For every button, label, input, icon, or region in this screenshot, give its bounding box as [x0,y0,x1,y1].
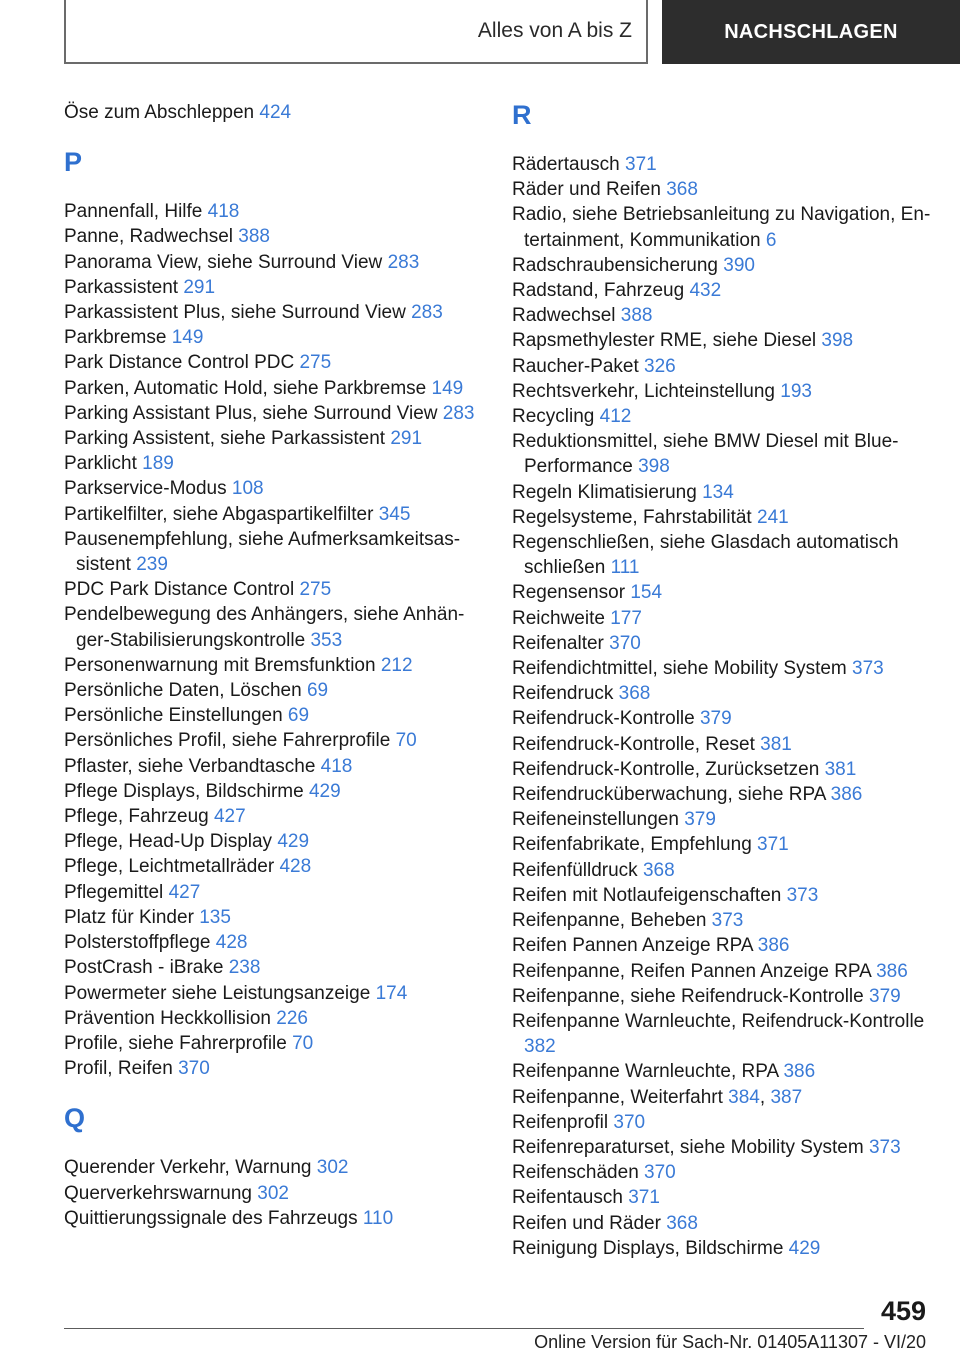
page-reference-link[interactable]: 382 [524,1036,556,1058]
index-entry-term: Parklicht [64,453,137,475]
index-entry [64,250,484,275]
index-entry [512,883,932,908]
page-reference-link[interactable]: 302 [316,1157,349,1179]
index-entry [512,480,932,505]
index-entry [64,754,484,779]
index-entry-term: Pflegemittel [64,881,164,903]
index-entry-term: Raucher-Paket [512,355,639,377]
index-entry-term: Reifenreparaturset, siehe Mobility System [512,1136,864,1158]
index-entry [512,328,932,353]
index-entry [512,1059,932,1084]
page-reference-link[interactable]: 412 [599,406,632,428]
page-reference-link[interactable]: 429 [788,1237,821,1259]
index-entry-term: Reifenpanne Warnleuchte, Reifendruck-Kontrolle [512,1010,925,1032]
page-reference-link[interactable]: 275 [299,352,332,374]
index-letter-heading: R [512,100,532,130]
page-reference-link[interactable]: 427 [168,881,201,903]
page-reference-link[interactable]: 387 [770,1086,803,1108]
index-entry [512,278,932,303]
index-entry-term: Reifeneinstellungen [512,809,679,831]
index-entry-term: Powermeter siehe Leistungsanzeige [64,982,371,1004]
index-entry-term: Pflege, Fahrzeug [64,806,209,828]
index-entry [64,199,484,224]
index-entry-term: Regeln Klimatisierung [512,481,697,503]
index-entry [64,854,484,879]
index-entry-term: Pflege Displays, Bildschirme [64,780,304,802]
index-entry-term: Quittierungssignale des Fahrzeugs [64,1207,358,1229]
index-entry [512,379,932,404]
page-reference-link[interactable]: 283 [411,302,443,324]
index-entry-term: Reifenfabrikate, Empfehlung [512,834,752,856]
page-reference-link[interactable]: 345 [378,503,411,525]
page-reference-link[interactable]: 418 [207,201,240,223]
page-reference-link[interactable]: 398 [821,330,854,352]
index-entry [64,376,484,401]
index-entry [512,253,932,278]
index-entry-term: Reifenfülldruck [512,859,638,881]
index-entry-term: Platz für Kinder [64,906,194,928]
index-entry-term: Partikelfilter, siehe Abgaspartikelfilter [64,503,374,525]
page-reference-link[interactable]: 368 [618,683,651,705]
index-entry-term: Reifenpanne, Beheben [512,910,707,932]
index-entry-term: Parking Assistant Plus, siehe Surround View [64,402,438,424]
page-reference-link[interactable]: 424 [259,102,292,123]
page-reference-link[interactable]: 283 [387,251,420,273]
page-reference-link[interactable]: 275 [299,579,332,601]
index-entry [512,202,932,252]
index-entry [64,653,484,678]
index-entry [64,804,484,829]
index-entry-term: Profil, Reifen [64,1058,173,1080]
index-entry-term: Reinigung Displays, Bildschirme [512,1237,784,1259]
index-entry [512,1110,932,1135]
index-entry-term: Pflaster, siehe Verbandtasche [64,755,316,777]
index-entry-term: Reifendruck-Kontrolle [512,708,695,730]
page-reference-link[interactable]: 384 [728,1086,760,1108]
page-reference-link[interactable]: 108 [231,478,264,500]
index-entry [512,606,932,631]
page-reference-link[interactable]: 371 [628,1187,660,1209]
index-entry-term: Regenschließen, siehe Glasdach automatisch schließen [512,532,899,579]
page-reference-link[interactable]: 370 [609,632,641,654]
page-reference-link[interactable]: 241 [757,506,789,528]
footer-divider [64,1328,864,1329]
index-entry-term: Panne, Radwechsel [64,226,233,248]
index-entry [512,1135,932,1160]
index-entry-term: Reifenalter [512,632,604,654]
page-reference-link[interactable]: 326 [644,355,676,377]
index-entry-term: Querender Verkehr, Warnung [64,1157,312,1179]
page-reference-link[interactable]: 226 [276,1007,308,1029]
index-entry [512,706,932,731]
index-entry [64,905,484,930]
index-entry [512,908,932,933]
page-reference-link[interactable]: 177 [610,607,642,629]
index-entry [64,1056,484,1081]
index-entry-term: Prävention Heckkollision [64,1007,271,1029]
index-entry [512,631,932,656]
index-entry [64,829,484,854]
index-entry [512,732,932,757]
index-entry-term: Reifendruck-Kontrolle, Reset [512,733,755,755]
index-letter-heading: P [64,147,83,178]
page-reference-link[interactable]: 302 [257,1182,289,1204]
index-entry [64,1155,484,1180]
page-reference-link[interactable]: 379 [869,985,901,1007]
index-entry-term: Räder und Reifen [512,179,661,201]
index-entry [64,224,484,249]
index-entry [512,354,932,379]
index-entry [512,505,932,530]
page-reference-link[interactable]: 381 [824,758,857,780]
page-reference-link[interactable]: 134 [702,481,734,503]
page-reference-link[interactable]: 370 [178,1058,210,1080]
page-reference-link[interactable]: 368 [642,859,675,881]
index-entry-term: Reduktionsmittel, siehe BMW Diesel mit BluePerformance [512,431,899,478]
index-entry-term: Reifendruck-Kontrolle, Zurücksetzen [512,758,820,780]
page-reference-link[interactable]: 398 [638,456,670,478]
page-reference-link[interactable]: 70 [292,1032,314,1054]
index-entry [512,959,932,984]
page-reference-link[interactable]: 386 [876,960,908,982]
index-entry [64,275,484,300]
index-entry [64,426,484,451]
page-reference-link[interactable]: 371 [757,834,789,856]
header-section-box [64,0,648,64]
index-entry [64,1031,484,1056]
index-entry-term: Regelsysteme, Fahrstabilität [512,506,752,528]
index-entry [512,832,932,857]
index-entry [512,303,932,328]
page-reference-link[interactable]: 6 [765,229,777,251]
page-reference-link[interactable]: 353 [310,629,343,651]
index-entry [64,451,484,476]
page-reference-link[interactable]: 432 [689,280,722,302]
page-reference-link[interactable]: 283 [442,402,475,424]
index-entry-term: Parken, Automatic Hold, siehe Parkbremse [64,377,427,399]
index-entry [512,933,932,958]
index-entry-term: PDC Park Distance Control [64,579,295,601]
page-reference-link[interactable]: 238 [228,957,261,979]
index-entry [512,757,932,782]
index-entry [64,930,484,955]
index-entry [64,1181,484,1206]
page-reference-link[interactable]: 111 [610,557,640,579]
index-entry [64,880,484,905]
header-chapter-tab [662,0,960,64]
index-entry-term: Radschraubensicherung [512,254,718,276]
index-column-left [64,100,484,1231]
index-entry-term: Recycling [512,406,595,428]
index-entry-term: Parkservice-Modus [64,478,227,500]
index-entry-term: Reifen und Räder [512,1212,661,1234]
index-entry-term: Rapsmethylester RME, siehe Diesel [512,330,817,352]
page-reference-link[interactable]: 373 [868,1136,901,1158]
index-entry [64,728,484,753]
page-reference-link[interactable]: 390 [723,254,755,276]
index-entry [512,177,932,202]
index-entry [64,1006,484,1031]
index-letter-heading: Q [64,1103,86,1134]
index-entry [512,1009,932,1059]
page-reference-link[interactable]: 189 [142,453,174,475]
page-reference-link[interactable]: 373 [852,658,884,680]
page-reference-link[interactable]: 154 [630,582,663,604]
page-reference-link[interactable]: 388 [620,305,653,327]
index-entry [512,404,932,429]
index-entry-term: Reifenpanne, Reifen Pannen Anzeige RPA [512,960,871,982]
index-entry-term: Rädertausch [512,154,620,175]
page-reference-link[interactable]: 379 [684,809,716,831]
index-entry-term: Reifen mit Notlaufeigenschaften [512,884,782,906]
index-entry [64,779,484,804]
page-reference-link[interactable]: 386 [783,1061,816,1083]
footer-text: Online Version für Sach-Nr. 01405A11307 - VI/20 [534,1332,926,1352]
page-reference-link[interactable]: 174 [375,982,408,1004]
index-entry-term: Persönliche Daten, Löschen [64,680,302,702]
page-reference-link[interactable]: 388 [238,226,270,248]
index-entry-term: Parkassistent Plus, siehe Surround View [64,302,406,324]
index-entry [512,429,932,479]
page-reference-link[interactable]: 291 [183,276,216,298]
page-reference-link[interactable]: 418 [320,755,353,777]
index-entry-term: Regensensor [512,582,626,604]
index-entry [64,476,484,501]
page-reference-link[interactable]: 381 [760,733,792,755]
index-entry-term: Radwechsel [512,305,616,327]
index-entry [64,502,484,527]
index-entry [512,1185,932,1210]
index-entry [64,401,484,426]
index-entry-term: Reichweite [512,607,605,629]
index-entry [64,325,484,350]
index-entry [512,152,932,177]
page-reference-link[interactable]: 386 [757,935,790,957]
index-entry-term: Reifenpanne Warnleuchte, RPA [512,1061,779,1083]
index-entry-term: Personenwarnung mit Bremsfunktion [64,654,376,676]
page-reference-link[interactable]: 427 [213,806,246,828]
page-reference-link[interactable]: 368 [666,1212,698,1234]
index-entry [512,530,932,580]
index-entry [64,703,484,728]
index-entry-term: Reifendrucküberwachung, siehe RPA [512,784,826,806]
page-reference-link[interactable]: 69 [306,680,329,702]
index-entry-term: Rechtsverkehr, Lichteinstellung [512,380,775,402]
page-reference-link[interactable]: 370 [613,1111,646,1133]
index-entry-term: Parkassistent [64,276,179,298]
index-entry [64,100,484,125]
page-reference-link[interactable]: 429 [308,780,341,802]
index-entry [64,602,484,652]
index-entry-term: Reifenprofil [512,1111,609,1133]
index-entry-term: Parking Assistent, siehe Parkassistent [64,428,386,450]
index-entry-term: Reifenpanne, Weiterfahrt [512,1086,723,1108]
index-entry [512,807,932,832]
index-entry [512,656,932,681]
index-entry [512,782,932,807]
index-entry [512,681,932,706]
index-entry-term: Parkbremse [64,327,167,349]
header-chapter-title: NACHSCHLAGEN [724,20,898,43]
index-entry-term: Radio, siehe Betriebsanleitung zu Navigation, Entertainment, Kommunikation [512,204,931,251]
index-entry-term: Reifendruck [512,683,614,705]
page-reference-link[interactable]: 149 [171,327,204,349]
index-entry-term: Persönliches Profil, siehe Fahrerprofile [64,730,391,752]
index-entry [64,981,484,1006]
index-entry-term: Querverkehrswarnung [64,1182,252,1204]
index-entry-term: Reifen Pannen Anzeige RPA [512,935,753,957]
index-entry [64,300,484,325]
index-entry-term: Pflege, Leichtmetallräder [64,856,275,878]
index-entry-term: Persönliche Einstellungen [64,705,283,727]
index-entry [64,678,484,703]
page-reference-link[interactable]: 239 [136,554,168,576]
index-entry-term: Profile, siehe Fahrerprofile [64,1032,287,1054]
index-entry [512,1211,932,1236]
index-entry-term: Reifentausch [512,1187,623,1209]
index-entry [64,577,484,602]
page-reference-link[interactable]: 373 [786,884,819,906]
page-reference-link[interactable]: 428 [215,932,248,954]
page-reference-link[interactable]: 386 [830,784,863,806]
index-entry [512,858,932,883]
index-entry-term: Pflege, Head-Up Display [64,831,273,853]
page-reference-link[interactable]: 371 [625,154,657,175]
index-entry-term: Polsterstoffpflege [64,932,211,954]
index-entry: Reifenpanne, Weiterfahrt 384, 387 [512,1086,803,1108]
index-column-right [512,100,932,1261]
page-reference-link[interactable]: 368 [666,179,698,201]
page-reference-link[interactable]: 428 [279,856,312,878]
index-entry [64,1206,484,1231]
index-entry [64,350,484,375]
index-entry [512,580,932,605]
page-reference-link[interactable]: 212 [380,654,413,676]
index-entry [512,984,932,1009]
index-entry [64,527,484,577]
index-entry-term: Reifendichtmittel, siehe Mobility System [512,658,847,680]
page-reference-link[interactable]: 379 [699,708,732,730]
index-entry-term: Reifenschäden [512,1162,639,1184]
page-reference-link[interactable]: 291 [390,428,423,450]
page-reference-link[interactable]: 69 [287,705,310,727]
page-reference-link[interactable]: 135 [199,906,231,928]
index-entry-term: Pendelbewegung des Anhängers, siehe Anhänger-Stabilisierungskontrolle [64,604,465,651]
index-entry-term: Öse zum Abschleppen [64,102,255,123]
index-entry-term: Reifenpanne, siehe Reifendruck-Kontrolle [512,985,864,1007]
page-reference-link[interactable]: 110 [362,1207,394,1229]
index-entry-term: Pannenfall, Hilfe [64,201,203,223]
page-reference-link[interactable]: 370 [644,1162,676,1184]
index-entry-term: PostCrash - iBrake [64,957,224,979]
index-entry-term: Radstand, Fahrzeug [512,280,685,302]
index-entry [512,1236,932,1261]
index-entry-term: Pausenempfehlung, siehe Aufmerksamkeitsassistent [64,528,461,576]
page-reference-link[interactable]: 193 [780,380,812,402]
index-entry [64,955,484,980]
index-entry [512,1160,932,1185]
page-reference-link[interactable]: 429 [277,831,310,853]
index-entry-term: Park Distance Control PDC [64,352,295,374]
page-reference-link[interactable]: 373 [711,910,744,932]
page-reference-link[interactable]: 149 [431,377,464,399]
page-reference-link[interactable]: 70 [395,730,417,752]
page-number: 459 [880,1296,926,1326]
index-entry-term: Panorama View, siehe Surround View [64,251,383,273]
header-section-title: Alles von A bis Z [477,19,632,42]
